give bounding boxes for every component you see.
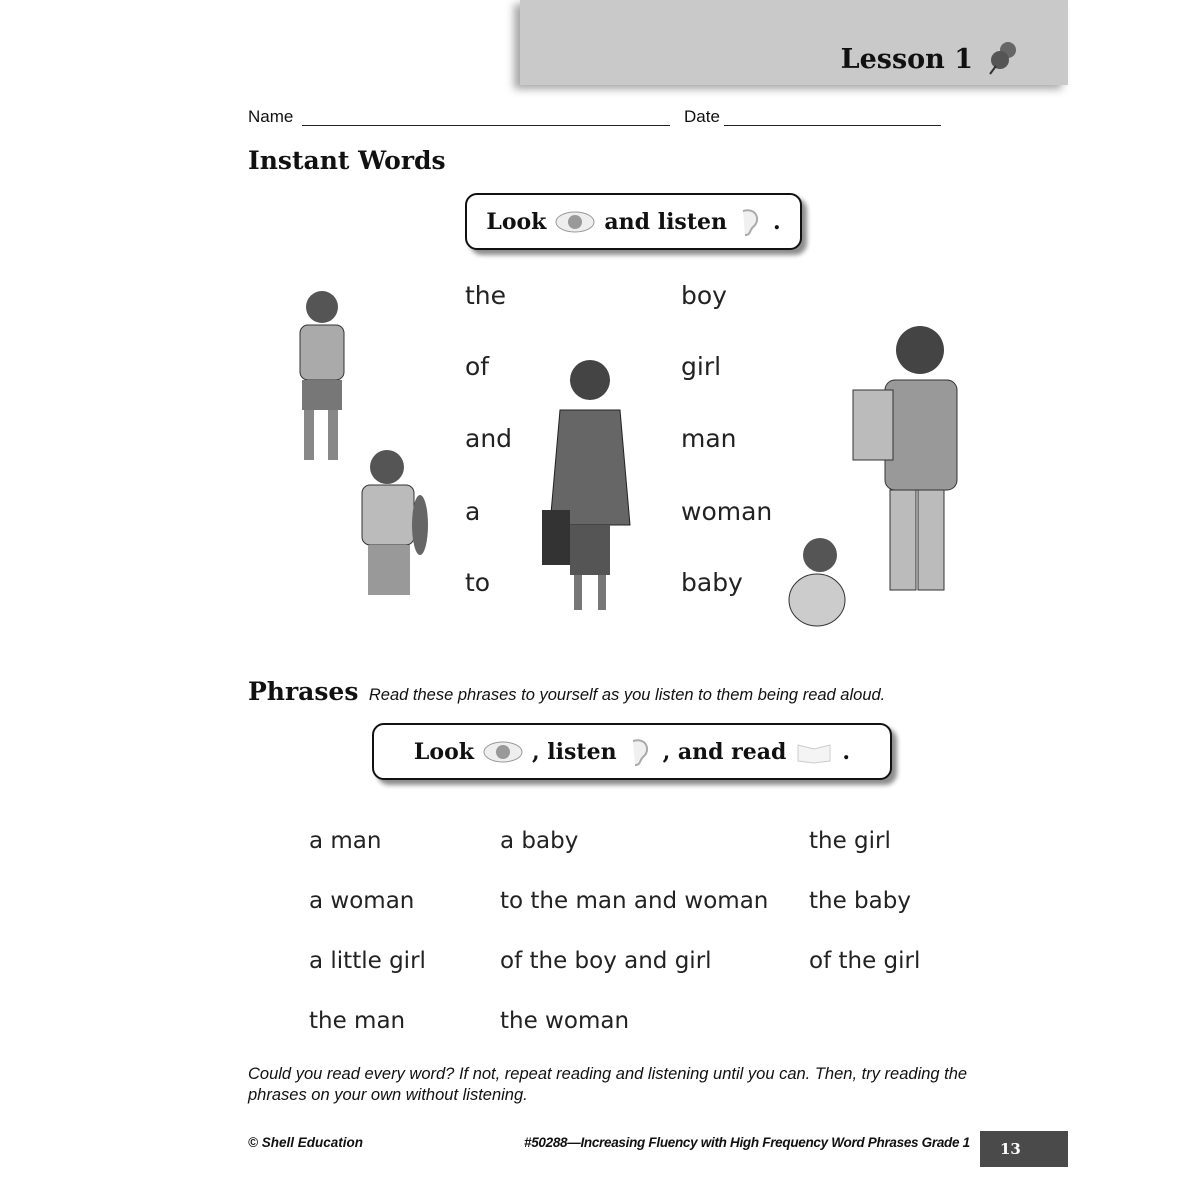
phrase: the girl <box>809 828 891 854</box>
eye-icon <box>482 739 524 765</box>
book-icon <box>794 739 834 765</box>
phrases-subtitle: Read these phrases to yourself as you listen to them being read aloud. <box>368 686 886 704</box>
look-listen-instruction <box>465 193 802 250</box>
word: the <box>465 281 507 310</box>
date-label: Date <box>684 107 720 126</box>
phrase: a woman <box>309 888 415 914</box>
word: girl <box>681 352 722 381</box>
man-baby-illustration <box>775 320 975 635</box>
ear-icon <box>625 737 655 767</box>
and-listen-label: and listen <box>604 208 727 235</box>
name-field[interactable] <box>302 105 670 126</box>
phrase: a man <box>309 828 382 854</box>
footer-copyright: © Shell Education <box>248 1135 363 1150</box>
period: . <box>772 208 781 235</box>
word: a <box>465 497 481 526</box>
phrases-header <box>248 677 885 706</box>
woman-illustration <box>540 355 640 615</box>
phrase: of the boy and girl <box>500 948 712 974</box>
word: and <box>465 424 513 453</box>
look-label: Look <box>486 208 547 235</box>
phrase: the baby <box>809 888 911 914</box>
ear-icon <box>735 207 765 237</box>
phrase: the woman <box>500 1008 630 1034</box>
word: to <box>465 568 491 597</box>
phrases-heading: Phrases <box>248 677 359 706</box>
date-field[interactable] <box>724 105 941 126</box>
eye-icon <box>554 209 596 235</box>
look-label: Look <box>413 738 474 765</box>
lesson-title: Lesson 1 <box>840 44 973 75</box>
period: . <box>842 738 851 765</box>
phrase: a baby <box>500 828 579 854</box>
word: boy <box>681 281 727 310</box>
phrase: of the girl <box>809 948 921 974</box>
phrase: a little girl <box>309 948 426 974</box>
children-illustration <box>280 285 440 620</box>
word: of <box>465 352 490 381</box>
phrase: the man <box>309 1008 406 1034</box>
pushpin-icon <box>986 40 1020 76</box>
page-number: 13 <box>980 1131 1068 1167</box>
lesson-header-banner <box>520 0 1068 85</box>
phrase: to the man and woman <box>500 888 769 914</box>
name-label: Name <box>248 107 294 126</box>
word: baby <box>681 568 743 597</box>
word: man <box>681 424 737 453</box>
closing-instruction: Could you read every word? If not, repeat reading and listening until you can. Then, try reading the phrases on your own without listening. <box>248 1065 968 1104</box>
and-read-label: , and read <box>662 738 787 765</box>
listen-label: , listen <box>531 738 617 765</box>
look-listen-read-instruction <box>372 723 892 780</box>
word: woman <box>681 497 773 526</box>
footer-book-title: #50288—Increasing Fluency with High Frequency Word Phrases Grade 1 <box>524 1135 970 1150</box>
instant-words-heading: Instant Words <box>248 146 446 175</box>
